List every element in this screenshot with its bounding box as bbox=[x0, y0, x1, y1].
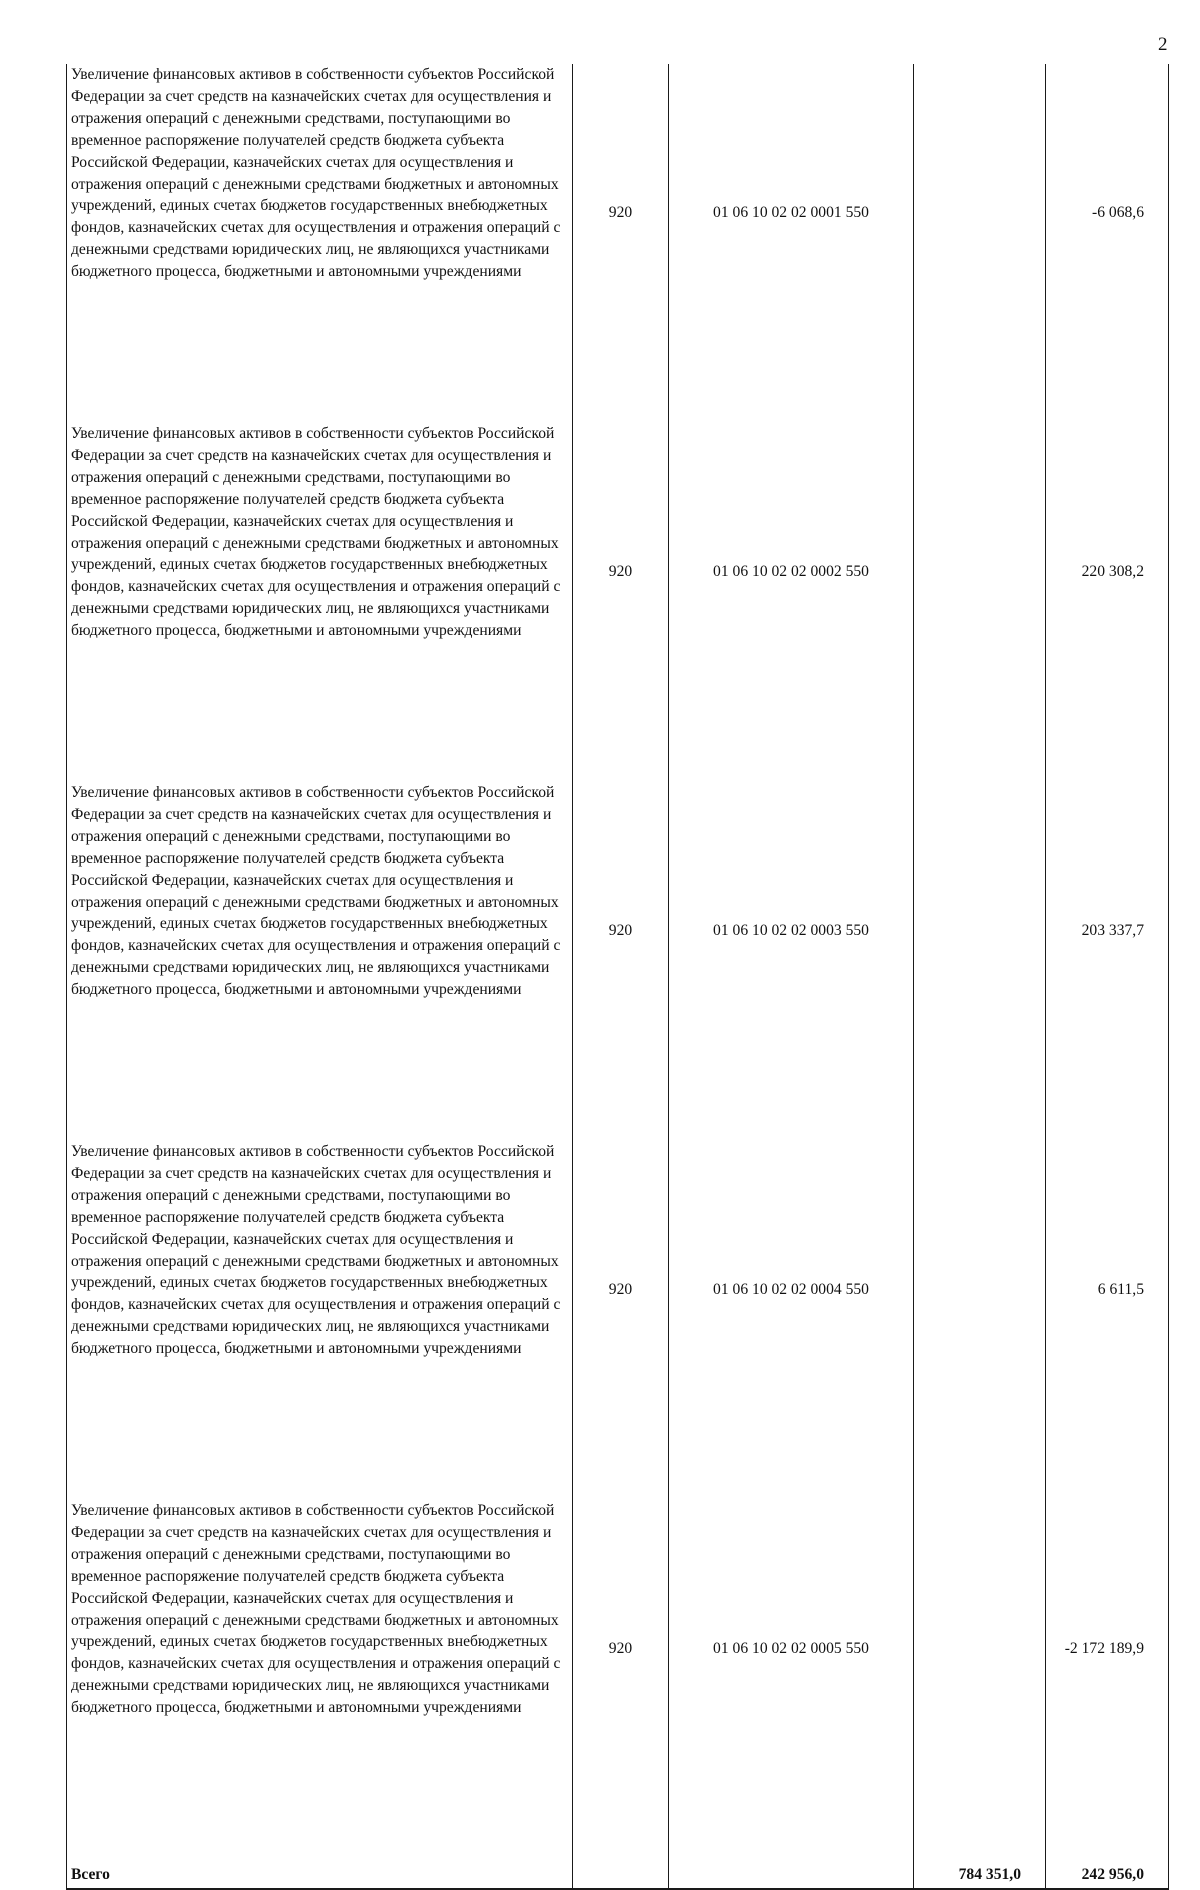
amount-2: 220 308,2 bbox=[1046, 423, 1169, 782]
admin-code: 920 bbox=[573, 1500, 669, 1859]
total-amount-1: 784 351,0 bbox=[914, 1859, 1046, 1889]
row-description: Увеличение финансовых активов в собственности субъектов Российской Федерации за счет средств на казначейских счетах для осуществления и отражения операций с денежными средствами, поступающими во временное распоряжение получателей средств бюджета субъекта Российской Федерации, казначейских счетах для осуществления и отражения операций с денежными средствами бюджетных и автономных учреждений, единых счетах бюджетов государственных внебюджетных фондов, казначейских счетах для осуществления и отражения операций с денежными средствами юридических лиц, не являющихся участниками бюджетного процесса, бюджетными и автономными учреждениями bbox=[67, 1141, 573, 1500]
amount-1 bbox=[914, 64, 1046, 423]
amount-2: -6 068,6 bbox=[1046, 64, 1169, 423]
amount-1 bbox=[914, 782, 1046, 1141]
total-label: Всего bbox=[67, 1859, 573, 1889]
table-row bbox=[67, 423, 1169, 782]
kbk-code: 01 06 10 02 02 0003 550 bbox=[669, 782, 914, 1141]
admin-code: 920 bbox=[573, 423, 669, 782]
amount-1 bbox=[914, 423, 1046, 782]
amount-2: 6 611,5 bbox=[1046, 1141, 1169, 1500]
table-row bbox=[67, 1141, 1169, 1500]
kbk-code: 01 06 10 02 02 0004 550 bbox=[669, 1141, 914, 1500]
kbk-code: 01 06 10 02 02 0001 550 bbox=[669, 64, 914, 423]
amount-1 bbox=[914, 1500, 1046, 1859]
row-description: Увеличение финансовых активов в собственности субъектов Российской Федерации за счет средств на казначейских счетах для осуществления и отражения операций с денежными средствами, поступающими во временное распоряжение получателей средств бюджета субъекта Российской Федерации, казначейских счетах для осуществления и отражения операций с денежными средствами бюджетных и автономных учреждений, единых счетах бюджетов государственных внебюджетных фондов, казначейских счетах для осуществления и отражения операций с денежными средствами юридических лиц, не являющихся участниками бюджетного процесса, бюджетными и автономными учреждениями bbox=[67, 782, 573, 1141]
total-row bbox=[67, 1859, 1169, 1889]
budget-table bbox=[66, 64, 1169, 1890]
table-row bbox=[67, 782, 1169, 1141]
table-row bbox=[67, 1500, 1169, 1859]
amount-1 bbox=[914, 1141, 1046, 1500]
kbk-code: 01 06 10 02 02 0002 550 bbox=[669, 423, 914, 782]
row-description: Увеличение финансовых активов в собственности субъектов Российской Федерации за счет средств на казначейских счетах для осуществления и отражения операций с денежными средствами, поступающими во временное распоряжение получателей средств бюджета субъекта Российской Федерации, казначейских счетах для осуществления и отражения операций с денежными средствами бюджетных и автономных учреждений, единых счетах бюджетов государственных внебюджетных фондов, казначейских счетах для осуществления и отражения операций с денежными средствами юридических лиц, не являющихся участниками бюджетного процесса, бюджетными и автономными учреждениями bbox=[67, 423, 573, 782]
total-amount-2: 242 956,0 bbox=[1046, 1859, 1169, 1889]
total-empty-cell bbox=[669, 1859, 914, 1889]
page-number: 2 bbox=[1158, 34, 1168, 55]
admin-code: 920 bbox=[573, 64, 669, 423]
kbk-code: 01 06 10 02 02 0005 550 bbox=[669, 1500, 914, 1859]
row-description: Увеличение финансовых активов в собственности субъектов Российской Федерации за счет средств на казначейских счетах для осуществления и отражения операций с денежными средствами, поступающими во временное распоряжение получателей средств бюджета субъекта Российской Федерации, казначейских счетах для осуществления и отражения операций с денежными средствами бюджетных и автономных учреждений, единых счетах бюджетов государственных внебюджетных фондов, казначейских счетах для осуществления и отражения операций с денежными средствами юридических лиц, не являющихся участниками бюджетного процесса, бюджетными и автономными учреждениями bbox=[67, 64, 573, 423]
admin-code: 920 bbox=[573, 1141, 669, 1500]
amount-2: 203 337,7 bbox=[1046, 782, 1169, 1141]
amount-2: -2 172 189,9 bbox=[1046, 1500, 1169, 1859]
table-row bbox=[67, 64, 1169, 423]
admin-code: 920 bbox=[573, 782, 669, 1141]
total-empty-cell bbox=[573, 1859, 669, 1889]
row-description: Увеличение финансовых активов в собственности субъектов Российской Федерации за счет средств на казначейских счетах для осуществления и отражения операций с денежными средствами, поступающими во временное распоряжение получателей средств бюджета субъекта Российской Федерации, казначейских счетах для осуществления и отражения операций с денежными средствами бюджетных и автономных учреждений, единых счетах бюджетов государственных внебюджетных фондов, казначейских счетах для осуществления и отражения операций с денежными средствами юридических лиц, не являющихся участниками бюджетного процесса, бюджетными и автономными учреждениями bbox=[67, 1500, 573, 1859]
